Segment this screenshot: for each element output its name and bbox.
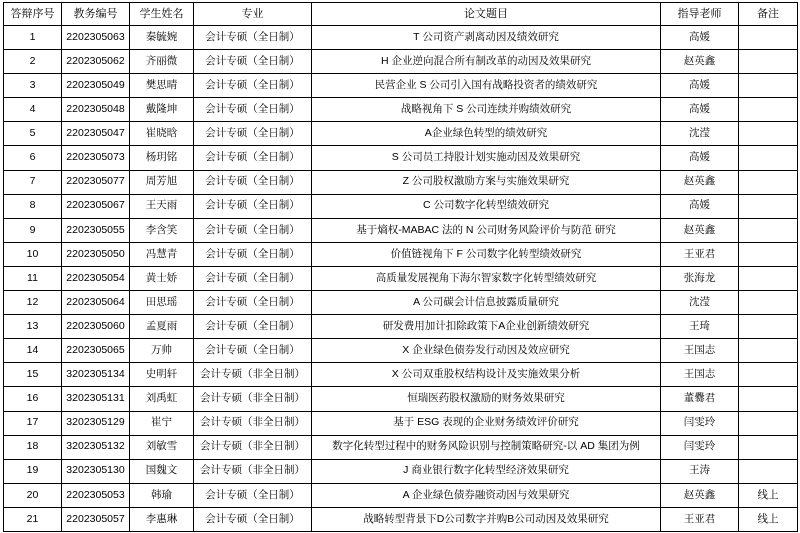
cell-number: 2202305047	[62, 122, 130, 146]
cell-number: 2202305057	[62, 507, 130, 531]
cell-thesis-title: Z 公司股权激励方案与实施效果研究	[312, 170, 661, 194]
table-header-row	[4, 3, 798, 26]
cell-note	[739, 98, 798, 122]
cell-thesis-title: 民营企业 S 公司引入国有战略投资者的绩效研究	[312, 74, 661, 98]
cell-advisor: 王国志	[661, 339, 739, 363]
cell-student-name: 冯慧青	[130, 242, 194, 266]
cell-number: 3202305130	[62, 459, 130, 483]
cell-thesis-title: 研发费用加计扣除政策下A企业创新绩效研究	[312, 315, 661, 339]
cell-seq: 19	[4, 459, 62, 483]
cell-number: 2202305048	[62, 98, 130, 122]
cell-seq: 6	[4, 146, 62, 170]
cell-thesis-title: 恒瑞医药股权激励的财务效果研究	[312, 387, 661, 411]
cell-note	[739, 266, 798, 290]
table-row	[4, 339, 798, 363]
table-row	[4, 459, 798, 483]
cell-major: 会计专硕（非全日制）	[194, 387, 312, 411]
cell-thesis-title: J 商业银行数字化转型经济效果研究	[312, 459, 661, 483]
table-row	[4, 170, 798, 194]
cell-number: 2202305077	[62, 170, 130, 194]
cell-advisor: 赵英鑫	[661, 50, 739, 74]
cell-student-name: 刘敏雪	[130, 435, 194, 459]
table-row	[4, 411, 798, 435]
cell-seq: 9	[4, 218, 62, 242]
table-row	[4, 483, 798, 507]
cell-thesis-title: 基于 ESG 表现的企业财务绩效评价研究	[312, 411, 661, 435]
cell-seq: 7	[4, 170, 62, 194]
cell-student-name: 韩瑜	[130, 483, 194, 507]
cell-advisor: 张海龙	[661, 266, 739, 290]
cell-advisor: 王亚君	[661, 507, 739, 531]
cell-note	[739, 411, 798, 435]
cell-advisor: 沈滢	[661, 291, 739, 315]
cell-thesis-title: S 公司员工持股计划实施动因及效果研究	[312, 146, 661, 170]
cell-advisor: 赵英鑫	[661, 218, 739, 242]
cell-major: 会计专硕（非全日制）	[194, 363, 312, 387]
table-row	[4, 26, 798, 50]
cell-advisor: 闫雯玲	[661, 411, 739, 435]
cell-major: 会计专硕（全日制）	[194, 266, 312, 290]
column-header-student: 学生姓名	[130, 3, 194, 26]
cell-student-name: 周芳旭	[130, 170, 194, 194]
cell-note	[739, 194, 798, 218]
cell-number: 2202305049	[62, 74, 130, 98]
table-row	[4, 291, 798, 315]
cell-student-name: 史明轩	[130, 363, 194, 387]
cell-advisor: 王国志	[661, 363, 739, 387]
thesis-defense-table	[3, 2, 798, 532]
cell-thesis-title: C 公司数字化转型绩效研究	[312, 194, 661, 218]
cell-thesis-title: 高质量发展视角下海尔智家数字化转型绩效研究	[312, 266, 661, 290]
cell-seq: 2	[4, 50, 62, 74]
cell-seq: 20	[4, 483, 62, 507]
table-row	[4, 146, 798, 170]
cell-student-name: 戴隆坤	[130, 98, 194, 122]
cell-seq: 3	[4, 74, 62, 98]
cell-seq: 4	[4, 98, 62, 122]
cell-student-name: 李惠琳	[130, 507, 194, 531]
cell-note	[739, 435, 798, 459]
cell-advisor: 高媛	[661, 26, 739, 50]
cell-seq: 21	[4, 507, 62, 531]
cell-note: 线上	[739, 507, 798, 531]
cell-number: 2202305073	[62, 146, 130, 170]
column-header-advisor: 指导老师	[661, 3, 739, 26]
cell-note	[739, 146, 798, 170]
cell-number: 2202305062	[62, 50, 130, 74]
cell-thesis-title: A 企业绿色债券融资动因与效果研究	[312, 483, 661, 507]
cell-note	[739, 339, 798, 363]
cell-student-name: 孟夏雨	[130, 315, 194, 339]
cell-major: 会计专硕（全日制）	[194, 315, 312, 339]
table-row	[4, 315, 798, 339]
column-header-seq: 答辩序号	[4, 3, 62, 26]
cell-seq: 5	[4, 122, 62, 146]
cell-major: 会计专硕（全日制）	[194, 26, 312, 50]
cell-note	[739, 218, 798, 242]
cell-thesis-title: 战略转型背景下D公司数字并购B公司动因及效果研究	[312, 507, 661, 531]
column-header-major: 专业	[194, 3, 312, 26]
cell-student-name: 崔宁	[130, 411, 194, 435]
cell-major: 会计专硕（全日制）	[194, 50, 312, 74]
cell-note: 线上	[739, 483, 798, 507]
cell-note	[739, 50, 798, 74]
cell-number: 2202305050	[62, 242, 130, 266]
cell-advisor: 闫雯玲	[661, 435, 739, 459]
cell-major: 会计专硕（全日制）	[194, 483, 312, 507]
cell-student-name: 秦毓婉	[130, 26, 194, 50]
cell-number: 2202305065	[62, 339, 130, 363]
cell-major: 会计专硕（非全日制）	[194, 435, 312, 459]
cell-number: 3202305132	[62, 435, 130, 459]
cell-thesis-title: 价值链视角下 F 公司数字化转型绩效研究	[312, 242, 661, 266]
cell-advisor: 高媛	[661, 194, 739, 218]
table-row	[4, 98, 798, 122]
table-row	[4, 363, 798, 387]
cell-number: 2202305064	[62, 291, 130, 315]
cell-thesis-title: H 企业逆向混合所有制改革的动因及效果研究	[312, 50, 661, 74]
cell-student-name: 崔晓晗	[130, 122, 194, 146]
cell-major: 会计专硕（全日制）	[194, 194, 312, 218]
cell-student-name: 刘禹虹	[130, 387, 194, 411]
column-header-number: 教务编号	[62, 3, 130, 26]
cell-advisor: 王琦	[661, 315, 739, 339]
cell-seq: 17	[4, 411, 62, 435]
cell-major: 会计专硕（全日制）	[194, 507, 312, 531]
table-row	[4, 387, 798, 411]
cell-seq: 13	[4, 315, 62, 339]
cell-major: 会计专硕（全日制）	[194, 218, 312, 242]
cell-major: 会计专硕（全日制）	[194, 291, 312, 315]
cell-student-name: 国魏文	[130, 459, 194, 483]
cell-number: 3202305134	[62, 363, 130, 387]
table-row	[4, 74, 798, 98]
cell-major: 会计专硕（全日制）	[194, 242, 312, 266]
cell-note	[739, 315, 798, 339]
cell-student-name: 王天雨	[130, 194, 194, 218]
cell-thesis-title: A 公司碳会计信息披露质量研究	[312, 291, 661, 315]
cell-seq: 14	[4, 339, 62, 363]
table-row	[4, 507, 798, 531]
cell-major: 会计专硕（非全日制）	[194, 459, 312, 483]
cell-number: 2202305060	[62, 315, 130, 339]
cell-advisor: 赵英鑫	[661, 170, 739, 194]
cell-advisor: 高媛	[661, 74, 739, 98]
cell-seq: 16	[4, 387, 62, 411]
cell-thesis-title: 战略视角下 S 公司连续并购绩效研究	[312, 98, 661, 122]
cell-thesis-title: 基于熵权-MABAC 法的 N 公司财务风险评价与防范 研究	[312, 218, 661, 242]
cell-note	[739, 363, 798, 387]
table-row	[4, 266, 798, 290]
cell-major: 会计专硕（全日制）	[194, 146, 312, 170]
cell-note	[739, 74, 798, 98]
cell-advisor: 董爨君	[661, 387, 739, 411]
cell-major: 会计专硕（全日制）	[194, 98, 312, 122]
cell-advisor: 高媛	[661, 146, 739, 170]
cell-seq: 18	[4, 435, 62, 459]
cell-advisor: 高媛	[661, 98, 739, 122]
cell-number: 2202305067	[62, 194, 130, 218]
table-row	[4, 435, 798, 459]
cell-thesis-title: 数字化转型过程中的财务风险识别与控制策略研究-以 AD 集团为例	[312, 435, 661, 459]
cell-seq: 1	[4, 26, 62, 50]
table-row	[4, 194, 798, 218]
cell-student-name: 万帅	[130, 339, 194, 363]
cell-advisor: 王亚君	[661, 242, 739, 266]
cell-number: 2202305063	[62, 26, 130, 50]
cell-major: 会计专硕（全日制）	[194, 339, 312, 363]
cell-note	[739, 170, 798, 194]
table-row	[4, 218, 798, 242]
column-header-title: 论文题目	[312, 3, 661, 26]
cell-note	[739, 387, 798, 411]
cell-student-name: 樊思晴	[130, 74, 194, 98]
cell-major: 会计专硕（全日制）	[194, 170, 312, 194]
cell-number: 2202305053	[62, 483, 130, 507]
cell-seq: 11	[4, 266, 62, 290]
cell-note	[739, 122, 798, 146]
cell-advisor: 王涛	[661, 459, 739, 483]
cell-seq: 8	[4, 194, 62, 218]
cell-note	[739, 26, 798, 50]
cell-thesis-title: T 公司资产剥离动因及绩效研究	[312, 26, 661, 50]
cell-major: 会计专硕（全日制）	[194, 74, 312, 98]
cell-advisor: 沈滢	[661, 122, 739, 146]
cell-thesis-title: A企业绿色转型的绩效研究	[312, 122, 661, 146]
cell-number: 3202305131	[62, 387, 130, 411]
cell-major: 会计专硕（全日制）	[194, 122, 312, 146]
cell-number: 2202305055	[62, 218, 130, 242]
cell-seq: 12	[4, 291, 62, 315]
cell-major: 会计专硕（非全日制）	[194, 411, 312, 435]
cell-note	[739, 291, 798, 315]
table-row	[4, 242, 798, 266]
cell-note	[739, 242, 798, 266]
cell-student-name: 田思瑶	[130, 291, 194, 315]
cell-student-name: 黄士娇	[130, 266, 194, 290]
cell-seq: 10	[4, 242, 62, 266]
cell-note	[739, 459, 798, 483]
cell-thesis-title: X 企业绿色债券发行动因及效应研究	[312, 339, 661, 363]
cell-number: 2202305054	[62, 266, 130, 290]
cell-student-name: 齐丽微	[130, 50, 194, 74]
cell-seq: 15	[4, 363, 62, 387]
cell-advisor: 赵英鑫	[661, 483, 739, 507]
table-row	[4, 122, 798, 146]
table-row	[4, 50, 798, 74]
column-header-note: 备注	[739, 3, 798, 26]
cell-number: 3202305129	[62, 411, 130, 435]
cell-student-name: 杨玥铭	[130, 146, 194, 170]
cell-thesis-title: X 公司双重股权结构设计及实施效果分析	[312, 363, 661, 387]
cell-student-name: 李含笑	[130, 218, 194, 242]
